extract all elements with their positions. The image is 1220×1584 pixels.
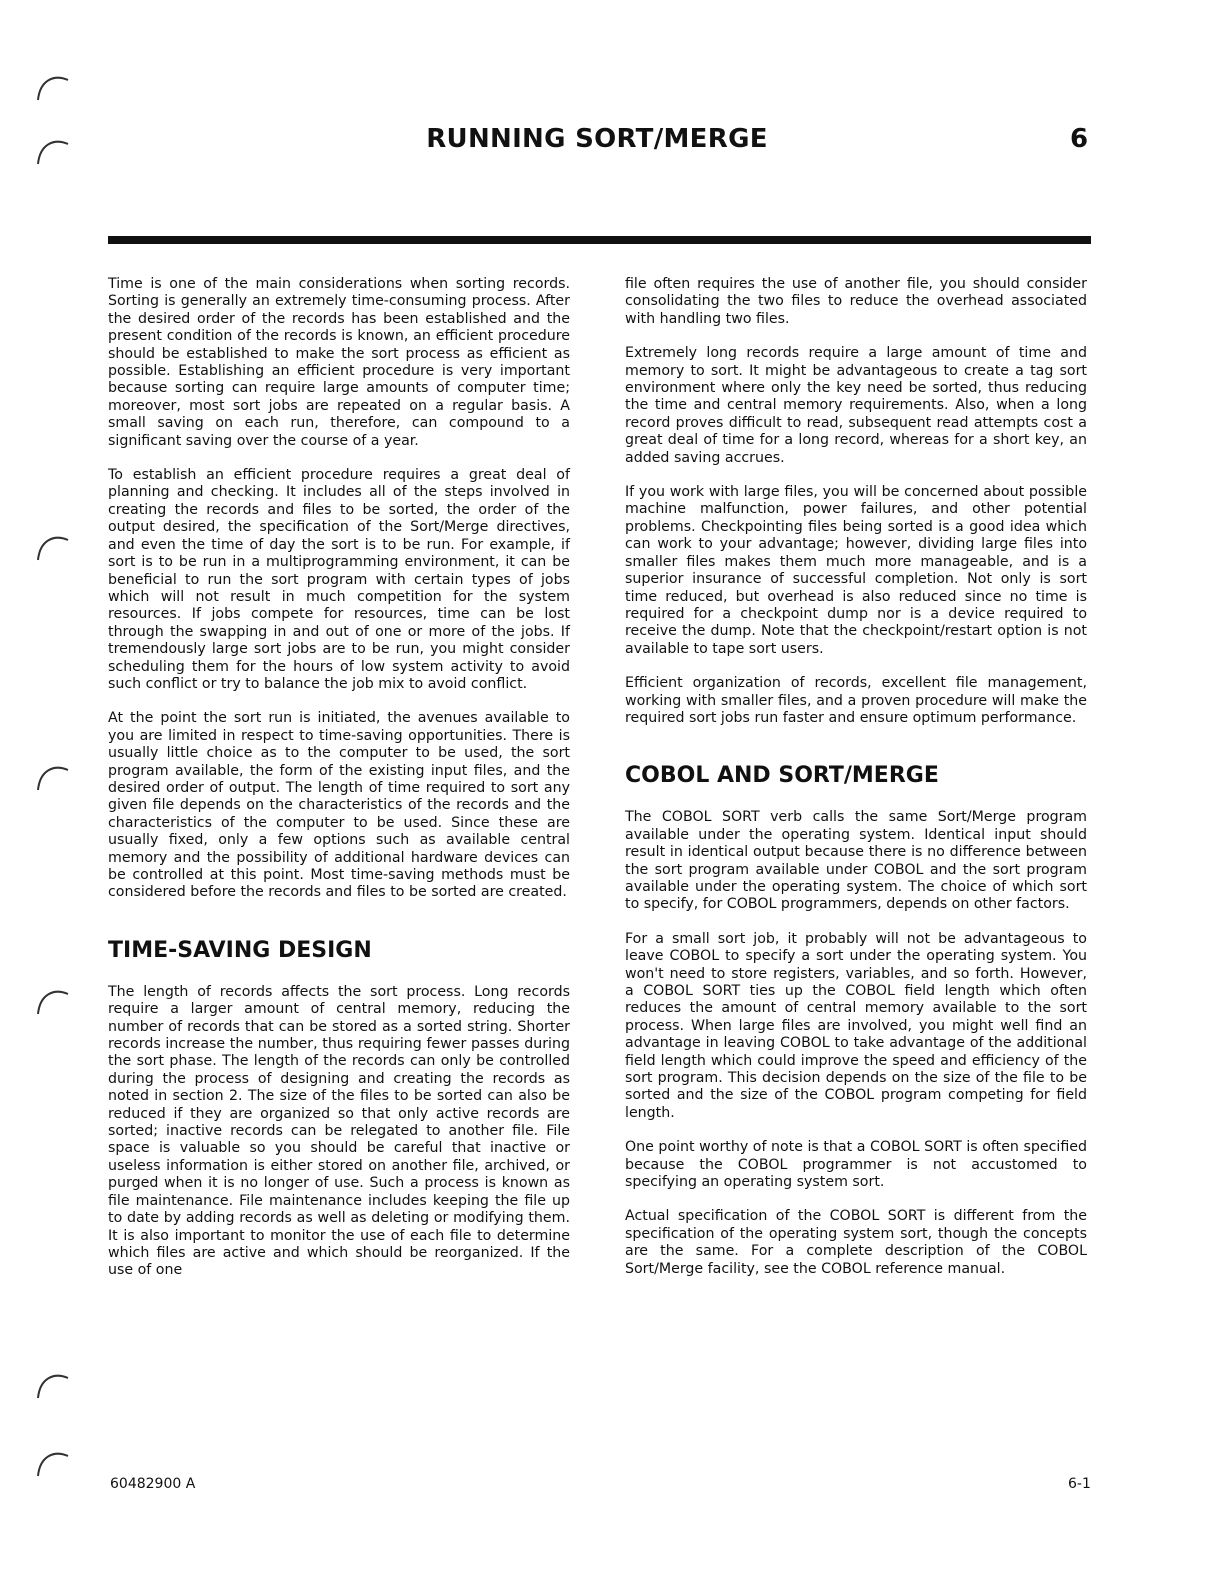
body-paragraph: The length of records affects the sort process. Long records require a larger amount of central memory, reducing the number of records that can be stored as a sorted string. Shorter records increase the number, thus requiring fewer passes during the sort phase. The length of the records can only be controlled during the process of designing and creating the records as noted in section 2. The size of the files to be sorted can also be reduced if they are organized so that only active records are sorted; inactive records can be relegated to another file. File space is valuable so you should be careful that inactive or useless information is either stored on another file, archived, or purged when it is no longer of use. Such a process is known as file maintenance. File maintenance includes keeping the file up to date by adding records as well as deleting or modifying them. It is also important to monitor the use of each file to determine which files are active and which should be reorganized. If the use of one — [108, 983, 570, 1279]
body-paragraph: One point worthy of note is that a COBOL SORT is often specified because the COBOL programmer is not accustomed to specifying an operating system sort. — [625, 1139, 1087, 1191]
body-paragraph: Actual specification of the COBOL SORT is different from the specification of the operating system sort, though the concepts are the same. For a complete description of the COBOL Sort/Merge facility, see the COBOL reference manual. — [625, 1208, 1087, 1277]
binder-hole-mark — [34, 72, 70, 108]
right-column — [625, 276, 1087, 1295]
body-paragraph: Extremely long records require a large amount of time and memory to sort. It might be advantageous to create a tag sort environment where only the key need be sorted, thus reducing the time and central memory requirements. Also, when a long record proves difficult to read, subsequent read attempts cost a great deal of time for a long record, whereas for a short key, an added saving accrues. — [625, 345, 1087, 466]
body-paragraph: At the point the sort run is initiated, the avenues available to you are limited in respect to time-saving opportunities. There is usually little choice as to the computer to be used, the sort program available, the form of the existing input files, and the desired order of output. The length of time required to sort any given file depends on the characteristics of the records and the characteristics of the computer to be used. Since these are usually fixed, only a few options such as available central memory and the possibility of additional hardware devices can be controlled at this point. Most time-saving methods must be considered before the records and files to be sorted are created. — [108, 710, 570, 901]
body-paragraph: To establish an efficient procedure requires a great deal of planning and checking. It includes all of the steps involved in creating the records and files to be sorted, the order of the output desired, the specification of the Sort/Merge directives, and even the time of day the sort is to be run. For example, if sort is to be run in a multiprogramming environment, it can be beneficial to run the sort program with certain types of jobs which will not result in much competition for the system resources. If jobs compete for resources, time can be lost through the swapping in and out of one or more of the jobs. If tremendously large sort jobs are to be run, you might consider scheduling them for the hours of low system activity to avoid such conflict or try to balance the job mix to avoid conflict. — [108, 467, 570, 692]
body-paragraph: Time is one of the main considerations when sorting records. Sorting is generally an extremely time-consuming process. After the desired order of the records has been established and the present condition of the records is known, an efficient procedure should be established to make the sort process as efficient as possible. Establishing an efficient procedure is very important because sorting can require large amounts of computer time; moreover, most sort jobs are repeated on a regular basis. A small saving on each run, therefore, can compound to a significant saving over the course of a year. — [108, 276, 570, 449]
chapter-title: RUNNING SORT/MERGE — [426, 124, 768, 154]
page-number: 6-1 — [1068, 1476, 1091, 1492]
body-paragraph: For a small sort job, it probably will not be advantageous to leave COBOL to specify a sort under the operating system. You won't need to store registers, variables, and so forth. However, a COBOL SORT ties up the COBOL field length which often reduces the amount of central memory available to the sort process. When large files are involved, you might well find an advantage in leaving COBOL to take advantage of the additional field length which could improve the speed and efficiency of the sort program. This decision depends on the size of the file to be sorted and the size of the COBOL program competing for field length. — [625, 930, 1087, 1121]
section-heading: TIME-SAVING DESIGN — [108, 937, 372, 963]
binder-hole-mark — [34, 762, 70, 798]
binder-hole-mark — [34, 1448, 70, 1484]
binder-hole-mark — [34, 532, 70, 568]
document-number: 60482900 A — [110, 1476, 196, 1492]
left-column — [108, 276, 570, 1297]
chapter-number: 6 — [1070, 124, 1089, 154]
binder-hole-mark — [34, 1370, 70, 1406]
body-paragraph: Efficient organization of records, excellent file management, working with smaller files, and a proven procedure will make the required sort jobs run faster and ensure optimum performance. — [625, 675, 1087, 726]
body-paragraph: file often requires the use of another file, you should consider consolidating the two files to reduce the overhead associated with handling two files. — [625, 276, 1087, 327]
body-paragraph: If you work with large files, you will be concerned about possible machine malfunction, power failures, and other potential problems. Checkpointing files being sorted is a good idea which can work to your advantage; however, dividing large files into smaller files makes them much more manageable, and is a superior insurance of successful completion. Not only is sort time reduced, but overhead is also reduced since no time is required for a checkpoint dump nor is a device required to receive the dump. Note that the checkpoint/restart option is not available to tape sort users. — [625, 484, 1087, 657]
binder-hole-mark — [34, 986, 70, 1022]
body-paragraph: The COBOL SORT verb calls the same Sort/Merge program available under the operating system. Identical input should result in identical output because there is no difference between the sort program available under COBOL and the sort program available under the operating system. The choice of which sort to specify, for COBOL programmers, depends on other factors. — [625, 809, 1087, 913]
title-rule — [108, 236, 1091, 244]
section-heading: COBOL AND SORT/MERGE — [625, 763, 939, 789]
